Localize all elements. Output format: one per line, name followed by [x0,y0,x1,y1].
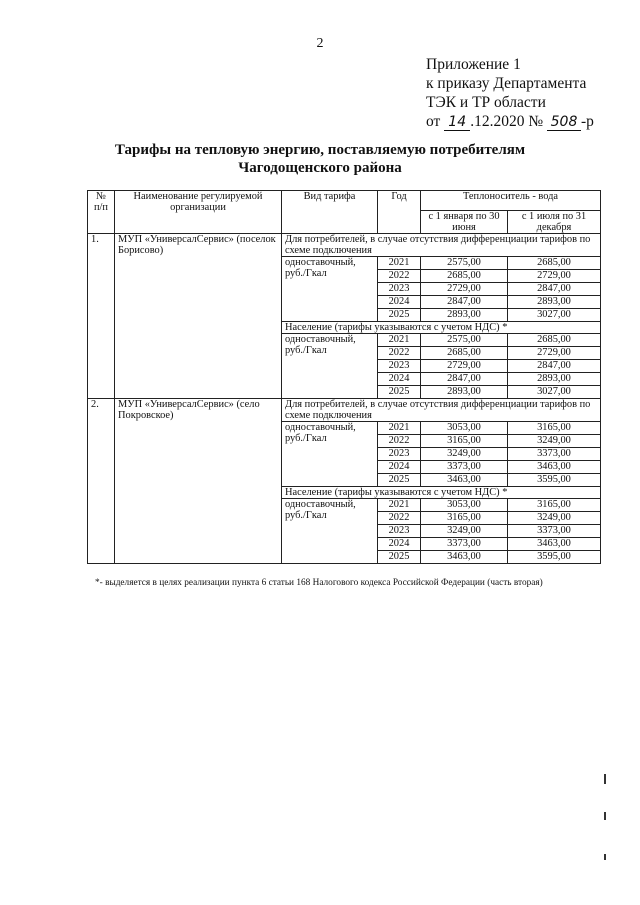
year-cell: 2024 [378,538,421,551]
tariff-type: одноставочный, руб./Гкал [282,422,378,487]
year-cell: 2023 [378,360,421,373]
tariff-h1-cell: 3249,00 [421,525,508,538]
year-cell: 2023 [378,525,421,538]
tariff-h2-cell: 3165,00 [508,422,601,435]
header-coolant: Теплоноситель - вода [421,191,601,211]
scan-mark [604,812,606,820]
tariff-h1-cell: 2893,00 [421,309,508,322]
tariff-h2-cell: 3373,00 [508,525,601,538]
handwritten-day: 14 [444,115,470,131]
tariff-h2-cell: 3373,00 [508,448,601,461]
scan-mark [604,854,606,860]
consumer-group-label: Для потребителей, в случае отсутствия дифференциации тарифов по схеме подключения [282,399,601,422]
appendix-line-1: Приложение 1 [426,56,521,73]
tariff-h1-cell: 3463,00 [421,474,508,487]
tariff-type: одноставочный, руб./Гкал [282,499,378,564]
header-period-2: с 1 июля по 31 декабря [508,211,601,234]
consumer-group-label: Для потребителей, в случае отсутствия дифференциации тарифов по схеме подключения [282,234,601,257]
tariff-h1-cell: 2847,00 [421,296,508,309]
header-org: Наименование регулируемой организации [115,191,282,234]
org-name: МУП «УниверсалСервис» (поселок Борисово) [115,234,282,399]
consumer-group-label: Население (тарифы указываются с учетом НДС) * [282,322,601,334]
tariff-h1-cell: 3373,00 [421,538,508,551]
from-label: от [426,113,441,130]
year-cell: 2023 [378,283,421,296]
tariff-h1-cell: 2729,00 [421,283,508,296]
tariff-h1-cell: 2685,00 [421,347,508,360]
tariff-h1-cell: 3165,00 [421,512,508,525]
tariff-h1-cell: 2729,00 [421,360,508,373]
tariff-h2-cell: 3249,00 [508,512,601,525]
tariff-h1-cell: 3165,00 [421,435,508,448]
year-cell: 2022 [378,270,421,283]
org-name: МУП «УниверсалСервис» (село Покровское) [115,399,282,564]
year-cell: 2024 [378,296,421,309]
year-cell: 2022 [378,435,421,448]
year-cell: 2024 [378,373,421,386]
group-label-row [88,234,601,257]
tariff-h2-cell: 3027,00 [508,309,601,322]
appendix-line-2: к приказу Департамента [426,75,587,92]
year-cell: 2021 [378,422,421,435]
consumer-group-label: Население (тарифы указываются с учетом НДС) * [282,487,601,499]
title-line-1: Тарифы на тепловую энергию, поставляемую потребителям [114,142,526,158]
scan-mark [604,774,606,784]
year-cell: 2022 [378,512,421,525]
tariff-type: одноставочный, руб./Гкал [282,257,378,322]
header-year: Год [378,191,421,234]
tariff-table [87,190,601,564]
tariff-h1-cell: 3249,00 [421,448,508,461]
tariff-h2-cell: 3463,00 [508,538,601,551]
appendix-date-line [426,112,594,131]
org-number: 1. [88,234,115,399]
tariff-h1-cell: 2575,00 [421,257,508,270]
header-num: № п/п [88,191,115,234]
tariff-h2-cell: 2729,00 [508,347,601,360]
appendix-block [426,55,594,131]
number-suffix: -р [581,113,594,130]
tariff-h2-cell: 2847,00 [508,283,601,296]
year-cell: 2025 [378,551,421,564]
tariff-h2-cell: 3027,00 [508,386,601,399]
tariff-h2-cell: 2847,00 [508,360,601,373]
tariff-h2-cell: 2729,00 [508,270,601,283]
tariff-h2-cell: 2685,00 [508,257,601,270]
tariff-h1-cell: 3053,00 [421,422,508,435]
tariff-table-body [88,234,601,564]
year-cell: 2024 [378,461,421,474]
year-cell: 2021 [378,257,421,270]
tariff-h1-cell: 2685,00 [421,270,508,283]
date-rest: .12.2020 [470,113,525,130]
year-cell: 2023 [378,448,421,461]
year-cell: 2025 [378,474,421,487]
header-tariff-type: Вид тарифа [282,191,378,234]
title-line-2: Чагодощенского района [238,160,402,176]
tariff-h2-cell: 3595,00 [508,551,601,564]
page-number: 2 [316,36,324,51]
footnote: *- выделяется в целях реализации пункта 6 статьи 168 Налогового кодекса Российской Федерации (часть вторая) [95,578,543,588]
tariff-h2-cell: 3463,00 [508,461,601,474]
tariff-h1-cell: 2893,00 [421,386,508,399]
tariff-type: одноставочный, руб./Гкал [282,334,378,399]
org-number: 2. [88,399,115,564]
header-period-1: с 1 января по 30 июня [421,211,508,234]
handwritten-number: 508 [547,115,581,131]
tariff-h2-cell: 3249,00 [508,435,601,448]
tariff-h1-cell: 2847,00 [421,373,508,386]
document-title [0,141,640,177]
group-label-row [88,399,601,422]
tariff-h1-cell: 3463,00 [421,551,508,564]
tariff-h1-cell: 2575,00 [421,334,508,347]
tariff-h2-cell: 2893,00 [508,373,601,386]
tariff-h1-cell: 3373,00 [421,461,508,474]
tariff-h2-cell: 2685,00 [508,334,601,347]
year-cell: 2025 [378,386,421,399]
tariff-h2-cell: 3165,00 [508,499,601,512]
year-cell: 2021 [378,334,421,347]
number-label: № [528,113,544,130]
tariff-h1-cell: 3053,00 [421,499,508,512]
year-cell: 2022 [378,347,421,360]
tariff-h2-cell: 3595,00 [508,474,601,487]
tariff-h2-cell: 2893,00 [508,296,601,309]
year-cell: 2021 [378,499,421,512]
year-cell: 2025 [378,309,421,322]
appendix-line-3: ТЭК и ТР области [426,94,546,111]
